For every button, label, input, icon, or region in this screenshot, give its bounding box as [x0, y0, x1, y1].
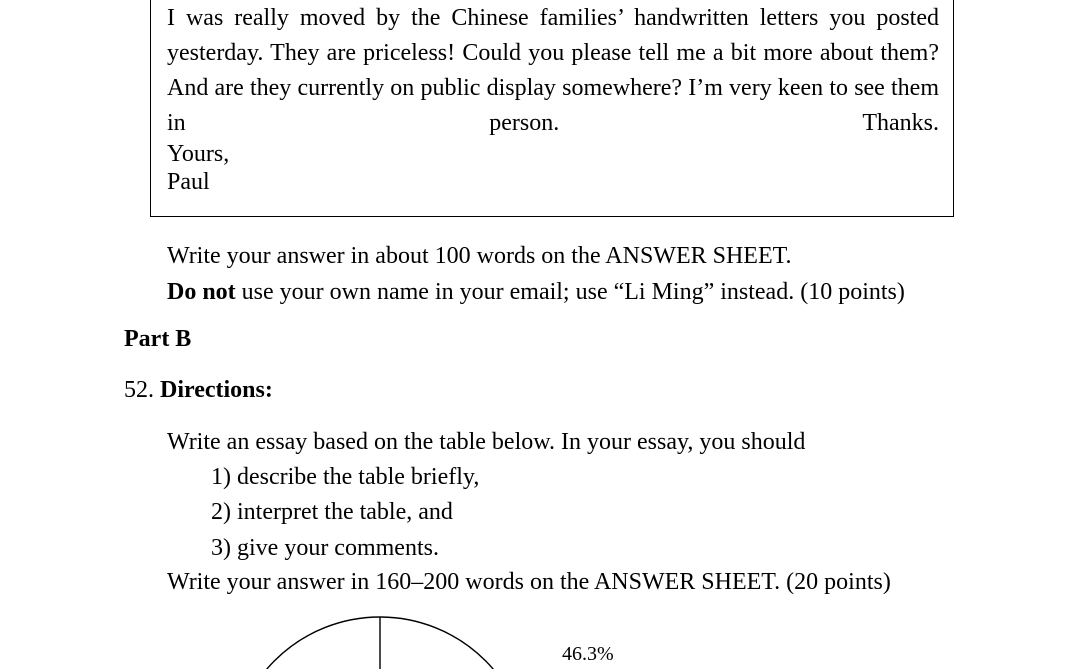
instruction-item-1: 1) describe the table briefly,	[211, 464, 480, 490]
letter-paragraph: I was really moved by the Chinese families’ handwritten letters you posted yesterday. They are priceless! Could you please tell me a bit more about them? And are they currently on public display somewhere? I’m very keen to see them in person. Thanks.	[167, 5, 939, 136]
letter-closing: Yours,	[167, 141, 230, 167]
essay-intro: Write an essay based on the table below. In your essay, you should	[167, 429, 806, 455]
pie-label-46-3: 46.3%	[562, 643, 614, 665]
instruction-item-2: 2) interpret the table, and	[211, 499, 453, 525]
directions-label: Directions:	[160, 377, 273, 403]
instruction-item-3: 3) give your comments.	[211, 535, 439, 561]
answer-instruction-51: Write your answer in about 100 words on the ANSWER SHEET.	[167, 243, 792, 269]
do-not-emphasis: Do not	[167, 279, 236, 305]
part-b-heading: Part B	[124, 326, 192, 352]
word-count-instruction: Write your answer in 160–200 words on the ANSWER SHEET. (20 points)	[167, 569, 891, 595]
name-instruction-rest: use your own name in your email; use “Li Ming” instead. (10 points)	[235, 279, 905, 305]
question-number: 52.	[124, 377, 160, 403]
letter-signature: Paul	[167, 169, 210, 195]
